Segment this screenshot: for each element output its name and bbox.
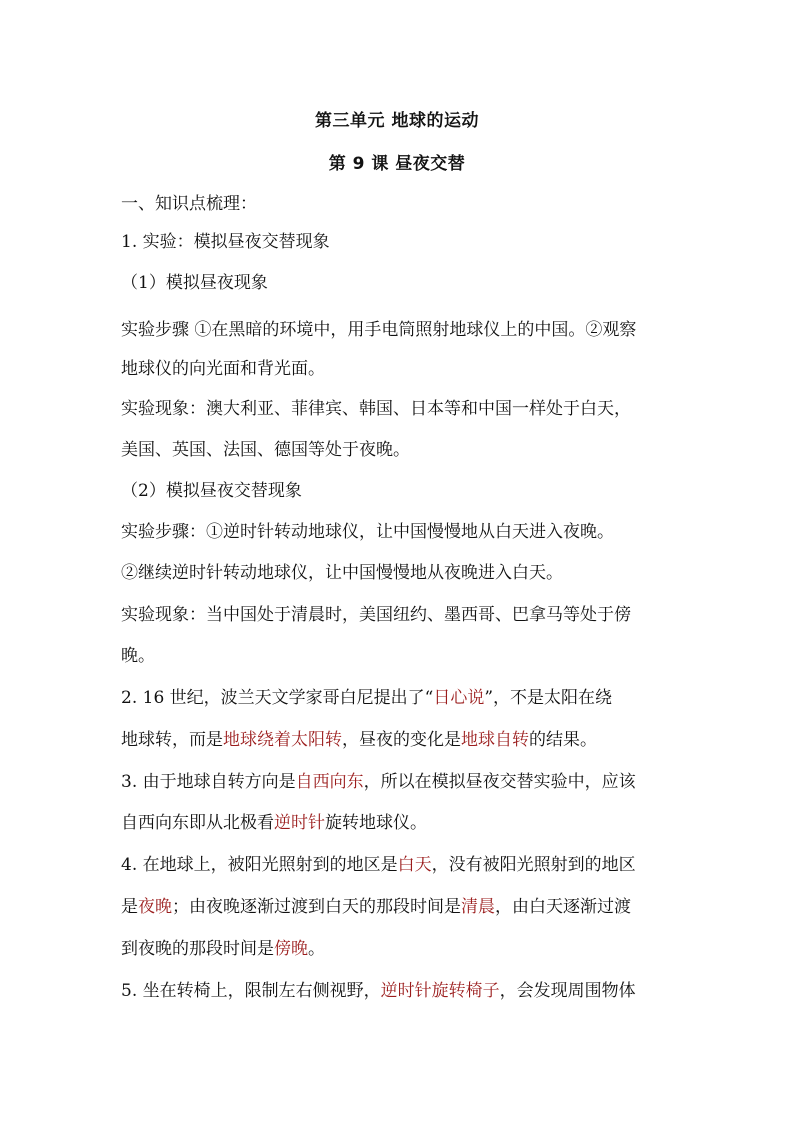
text-line: [121, 811, 681, 835]
text-segment: 晚。: [121, 646, 155, 666]
text-line: [121, 271, 681, 295]
text-segment: 实验步骤 ①在黑暗的环境中，用手电筒照射地球仪上的中国。②观察: [121, 320, 637, 340]
text-segment: 一、知识点梳理：: [121, 194, 257, 214]
text-segment: 5. 坐在转椅上，限制左右侧视野，: [121, 981, 381, 1001]
text-segment: ，所以在模拟昼夜交替实验中，应该: [363, 772, 636, 792]
text-line: [121, 561, 681, 585]
text-segment: （1）模拟昼夜现象: [121, 273, 268, 293]
text-segment: 的结果。: [529, 730, 597, 750]
key-term: 夜晚: [138, 897, 172, 917]
text-line: [121, 937, 681, 961]
text-line: [121, 192, 681, 216]
key-term: 清晨: [461, 897, 495, 917]
text-segment: 地球仪的向光面和背光面。: [121, 359, 325, 379]
text-segment: 2. 16 世纪，波兰天文学家哥白尼提出了“: [121, 688, 434, 708]
key-term: 傍晚: [274, 939, 308, 959]
text-segment: 实验现象：澳大利亚、菲律宾、韩国、日本等和中国一样处于白天，: [121, 399, 631, 419]
text-segment: ，会发现周围物体: [499, 981, 636, 1001]
text-segment: 3. 由于地球自转方向是: [121, 772, 296, 792]
text-segment: 实验现象：当中国处于清晨时，美国纽约、墨西哥、巴拿马等处于傍: [121, 605, 631, 625]
key-term: 地球绕着太阳转: [223, 730, 342, 750]
key-term: 日心说: [433, 688, 485, 708]
text-segment: 。: [308, 939, 325, 959]
text-segment: 旋转地球仪。: [325, 813, 427, 833]
text-line: [121, 318, 681, 342]
text-line: [121, 520, 681, 544]
text-line: [121, 479, 681, 503]
unit-title: 第三单元 地球的运动: [315, 111, 479, 131]
text-line: [121, 853, 681, 877]
key-term: 自西向东: [295, 772, 364, 792]
text-line: [121, 603, 681, 627]
text-line: [121, 230, 681, 254]
key-term: 地球自转: [461, 730, 529, 750]
text-segment: 美国、英国、法国、德国等处于夜晚。: [121, 440, 410, 460]
text-segment: ；由夜晚逐渐过渡到白天的那段时间是: [172, 897, 461, 917]
text-segment: 1. 实验：模拟昼夜交替现象: [121, 232, 330, 252]
text-segment: ，昼夜的变化是: [342, 730, 461, 750]
text-segment: 地球转，而是: [121, 730, 223, 750]
text-segment: ”，不是太阳在绕: [484, 688, 613, 708]
text-line: [121, 979, 681, 1003]
text-line: [121, 770, 681, 794]
text-line: [121, 644, 681, 668]
text-line: [121, 895, 681, 919]
text-segment: ②继续逆时针转动地球仪，让中国慢慢地从夜晚进入白天。: [121, 563, 563, 583]
text-segment: 到夜晚的那段时间是: [121, 939, 274, 959]
text-line: [121, 686, 681, 710]
text-line: [121, 357, 681, 381]
text-segment: 4. 在地球上，被阳光照射到的地区是: [121, 855, 398, 875]
text-line: [121, 397, 681, 421]
key-term: 逆时针旋转椅子: [380, 981, 500, 1001]
text-segment: 自西向东即从北极看: [121, 813, 274, 833]
text-segment: ，没有被阳光照射到的地区: [431, 855, 636, 875]
text-segment: 是: [121, 897, 138, 917]
text-segment: （2）模拟昼夜交替现象: [121, 481, 302, 501]
lesson-title: 第 9 课 昼夜交替: [328, 154, 466, 174]
key-term: 白天: [397, 855, 432, 875]
text-segment: ，由白天逐渐过渡: [495, 897, 631, 917]
text-line: [121, 728, 681, 752]
key-term: 逆时针: [274, 813, 325, 833]
text-line: [121, 438, 681, 462]
text-segment: 实验步骤：①逆时针转动地球仪，让中国慢慢地从白天进入夜晚。: [121, 522, 614, 542]
